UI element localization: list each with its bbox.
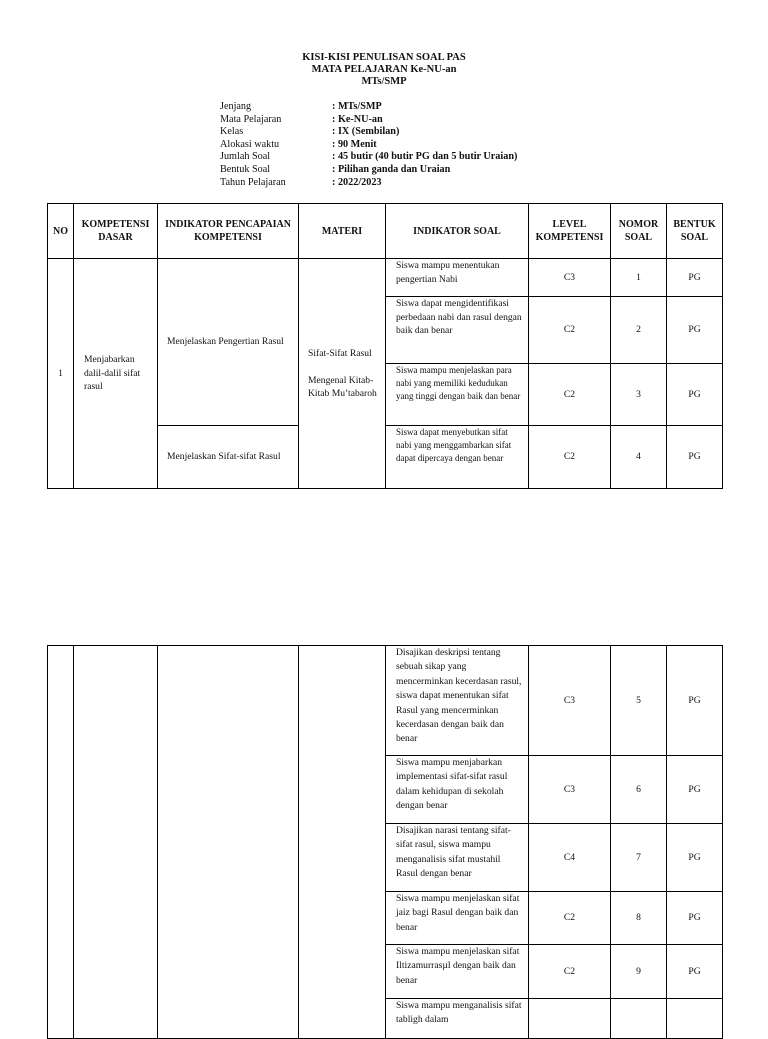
cell-level: C4: [529, 824, 611, 892]
col-header-level: LEVEL KOMPETENSI: [529, 204, 611, 259]
table-row: [48, 646, 723, 756]
cell-indikator: Siswa mampu menentukan pengertian Nabi: [386, 259, 529, 297]
cell-bentuk: PG: [667, 756, 723, 824]
materi-2: Mengenal Kitab-Kitab Mu’tabaroh: [308, 374, 377, 399]
cell-nomor: 8: [611, 892, 667, 945]
cell-bentuk: PG: [667, 259, 723, 297]
cell-bentuk: [667, 999, 723, 1039]
cell-level: C2: [529, 945, 611, 999]
col-header-materi: MATERI: [299, 204, 386, 259]
col-header-nomor: NOMOR SOAL: [611, 204, 667, 259]
cell-level: C3: [529, 756, 611, 824]
cell-level: C2: [529, 364, 611, 426]
kisi-kisi-table-2: [47, 645, 723, 1039]
cell-level: C3: [529, 646, 611, 756]
doc-title-line-3: MTs/SMP: [361, 76, 407, 87]
cell-materi-empty: [299, 646, 386, 1039]
cell-bentuk: PG: [667, 646, 723, 756]
col-header-bentuk: BENTUK SOAL: [667, 204, 723, 259]
kisi-kisi-table-1: [47, 203, 723, 489]
col-header-ipk: INDIKATOR PENCAPAIAN KOMPETENSI: [158, 204, 299, 259]
col-header-indikator: INDIKATOR SOAL: [386, 204, 529, 259]
cell-ipk-empty: [158, 646, 299, 1039]
info-row-tahun: Tahun Pelajaran : 2022/2023: [220, 176, 382, 188]
cell-bentuk: PG: [667, 426, 723, 489]
info-row-jenjang: Jenjang : MTs/SMP: [220, 101, 382, 112]
doc-title-line-1: KISI-KISI PENULISAN SOAL PAS: [302, 52, 466, 63]
info-block: [220, 101, 517, 189]
cell-indikator: Siswa mampu menjelaskan para nabi yang memiliki kedudukan yang tinggi dengan baik dan benar: [386, 364, 529, 426]
cell-indikator: Disajikan deskripsi tentang sebuah sikap yang mencerminkan kecerdasan rasul, siswa dapat menentukan sifat Rasul yang mencerminkan kecerdasan dengan baik dan benar: [386, 646, 529, 756]
info-row-mapel: Mata Pelajaran : Ke-NU-an: [220, 113, 383, 125]
cell-indikator: Disajikan narasi tentang sifat-sifat rasul, siswa mampu menganalisis sifat mustahil Rasul dengan benar: [386, 824, 529, 892]
cell-bentuk: PG: [667, 945, 723, 999]
cell-nomor: 7: [611, 824, 667, 892]
doc-title-line-2: MATA PELAJARAN Ke-NU-an: [311, 64, 457, 75]
table-header-row: [48, 204, 723, 259]
cell-nomor: [611, 999, 667, 1039]
cell-nomor: 5: [611, 646, 667, 756]
info-row-kelas: Kelas : IX (Sembilan): [220, 126, 400, 138]
cell-nomor: 2: [611, 297, 667, 364]
col-header-no: NO: [48, 204, 74, 259]
info-row-bentuk: Bentuk Soal : Pilihan ganda dan Uraian: [220, 163, 451, 175]
cell-nomor: 6: [611, 756, 667, 824]
cell-no-empty: [48, 646, 74, 1039]
info-row-alokasi: Alokasi waktu : 90 Menit: [220, 138, 377, 150]
cell-level: [529, 999, 611, 1039]
cell-indikator: Siswa mampu menjelaskan sifat Iltizamurrasµl dengan baik dan benar: [386, 945, 529, 999]
cell-bentuk: PG: [667, 824, 723, 892]
cell-level: C2: [529, 426, 611, 489]
cell-no: 1: [48, 259, 74, 489]
cell-kd: Menjabarkan dalil-dalil sifat rasul: [74, 259, 158, 489]
cell-materi: [299, 259, 386, 489]
cell-nomor: 9: [611, 945, 667, 999]
info-row-jumlah: Jumlah Soal : 45 butir (40 butir PG dan 5 butir Uraian): [220, 151, 518, 163]
cell-bentuk: PG: [667, 297, 723, 364]
cell-ipk-1: Menjelaskan Pengertian Rasul: [158, 259, 299, 426]
materi-1: Sifat-Sifat Rasul: [308, 347, 372, 359]
cell-indikator: Siswa dapat menyebutkan sifat nabi yang menggambarkan sifat dapat dipercaya dengan benar: [386, 426, 529, 489]
cell-nomor: 4: [611, 426, 667, 489]
cell-indikator: Siswa mampu menjabarkan implementasi sifat-sifat rasul dalam kehidupan di sekolah dengan benar: [386, 756, 529, 824]
cell-indikator: Siswa dapat mengidentifikasi perbedaan nabi dan rasul dengan baik dan benar: [386, 297, 529, 364]
cell-level: C2: [529, 297, 611, 364]
cell-level: C3: [529, 259, 611, 297]
cell-indikator: Siswa mampu menganalisis sifat tabligh dalam: [386, 999, 529, 1039]
cell-ipk-2: Menjelaskan Sifat-sifat Rasul: [158, 426, 299, 489]
cell-kd-empty: [74, 646, 158, 1039]
table-row: [48, 259, 723, 297]
col-header-kd: KOMPETENSI DASAR: [74, 204, 158, 259]
cell-bentuk: PG: [667, 892, 723, 945]
cell-indikator: Siswa mampu menjelaskan sifat jaiz bagi Rasul dengan baik dan benar: [386, 892, 529, 945]
cell-nomor: 3: [611, 364, 667, 426]
cell-nomor: 1: [611, 259, 667, 297]
cell-level: C2: [529, 892, 611, 945]
cell-bentuk: PG: [667, 364, 723, 426]
